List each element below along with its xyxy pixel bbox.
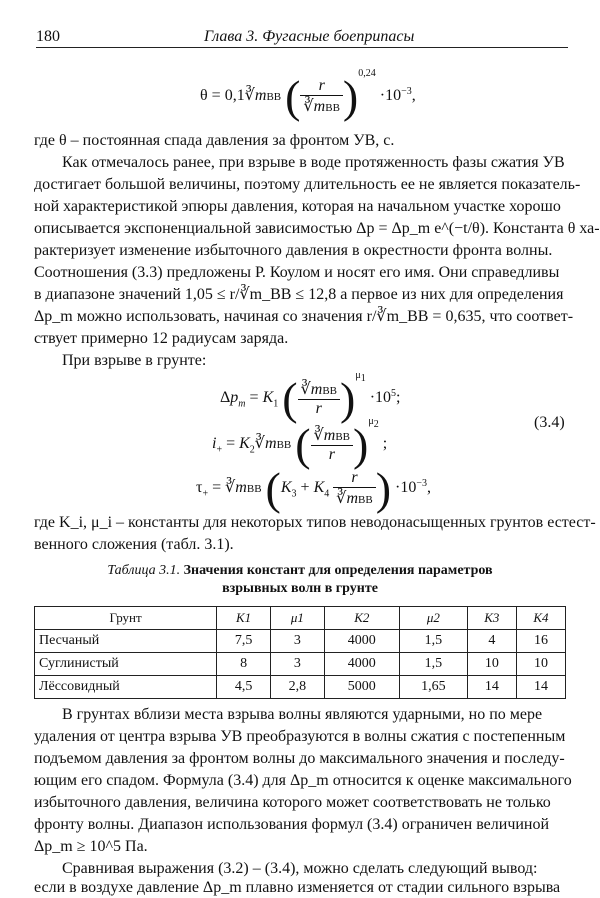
table-header: K3 xyxy=(467,607,516,630)
table-cell: 14 xyxy=(467,676,516,699)
table-cell: 8 xyxy=(217,653,271,676)
table-row xyxy=(35,653,566,676)
table-cell: 1,5 xyxy=(399,653,467,676)
table-row xyxy=(35,630,566,653)
table-header: K4 xyxy=(516,607,565,630)
equation-number: (3.4) xyxy=(534,414,565,431)
header-rule xyxy=(36,47,568,48)
table-cell: 2,8 xyxy=(270,676,324,699)
paragraph-line: избыточного давления, величина которого может соответствовать не только xyxy=(34,794,551,811)
table-cell: Лёссовидный xyxy=(35,676,217,699)
table-header: K1 xyxy=(217,607,271,630)
table-header: Грунт xyxy=(35,607,217,630)
paragraph-line: в диапазоне значений 1,05 ≤ r/∛m_ВВ ≤ 12,8 а первое из них для определения xyxy=(34,286,564,303)
formula-theta: θ = 0,1∛mВВ ( r ∛mВВ )$^{0,24} \cdot 10^{-3}$, xyxy=(200,67,416,122)
table-caption-title-2: взрывных волн в грунте xyxy=(222,581,378,596)
paragraph-line: венного сложения (табл. 3.1). xyxy=(34,536,234,553)
paragraph-line: фронту волны. Диапазон использования формул (3.4) ограничен величиной xyxy=(34,816,550,833)
constants-table xyxy=(34,606,566,699)
table-row xyxy=(35,676,566,699)
formula-dp: $\Delta p_m = K_1$ ( ∛mВВ r )$^{\mu_1} \cdot 10^5$; xyxy=(220,369,401,424)
paragraph-line: где K_i, μ_i – константы для некоторых типов неводонасыщенных грунтов естест- xyxy=(34,514,596,531)
table-cell: 16 xyxy=(516,630,565,653)
paragraph-line: Δp_m можно использовать, начиная со значения r/∛m_ВВ = 0,635, что соответ- xyxy=(34,308,574,325)
table-cell: 10 xyxy=(467,653,516,676)
table-caption-2 xyxy=(0,580,600,598)
table-cell: 3 xyxy=(270,653,324,676)
paragraph-line: ствует примерно 12 радиусам заряда. xyxy=(34,330,289,347)
paragraph-line: где θ – постоянная спада давления за фронтом УВ, с. xyxy=(34,132,395,149)
table-cell: 1,65 xyxy=(399,676,467,699)
paragraph-line: если в воздухе давление Δp_m плавно изменяется от стадии сильного взрыва xyxy=(34,879,561,896)
paragraph-line: Δp_m ≥ 10^5 Па. xyxy=(34,838,148,855)
table-caption-title: Значения констант для определения параметров xyxy=(183,563,493,578)
table-cell: Песчаный xyxy=(35,630,217,653)
table-cell: Суглинистый xyxy=(35,653,217,676)
table-cell: 4,5 xyxy=(217,676,271,699)
paragraph-line: ной характеристикой эпюры давления, которая на начальном участке хорошо xyxy=(34,198,561,215)
table-header: μ2 xyxy=(399,607,467,630)
paragraph-line: Сравнивая выражения (3.2) – (3.4), можно сделать следующий вывод: xyxy=(62,860,538,877)
paragraph-line: Как отмечалось ранее, при взрыве в воде протяженность фазы сжатия УВ xyxy=(62,154,565,171)
table-cell: 10 xyxy=(516,653,565,676)
table-cell: 3 xyxy=(270,630,324,653)
running-header xyxy=(36,26,568,48)
paragraph-line: подъемом давления за фронтом волны до максимального значения и последу- xyxy=(34,750,565,767)
chapter-title: Глава 3. Фугасные боеприпасы xyxy=(204,28,415,45)
paragraph-line: рактеризует изменение избыточного давления в окрестности фронта волны. xyxy=(34,242,553,259)
formula-i-plus: $i_+$ = $K_2∛mВВ$ ( ∛mВВ r )$^{\mu_2}$ ; xyxy=(212,415,388,470)
table-cell: 4000 xyxy=(324,630,399,653)
table-cell: 14 xyxy=(516,676,565,699)
table-cell: 4 xyxy=(467,630,516,653)
paragraph-line: удаления от центра взрыва УВ преобразуются в волны сжатия с постепенным xyxy=(34,728,566,745)
paragraph-line: При взрыве в грунте: xyxy=(62,352,207,369)
table-cell: 4000 xyxy=(324,653,399,676)
paragraph-line: достигает большой величины, поэтому длительность ее не является показатель- xyxy=(34,176,581,193)
page-number: 180 xyxy=(36,28,60,45)
table-cell: 7,5 xyxy=(217,630,271,653)
paragraph-line: В грунтах вблизи места взрыва волны являются ударными, но по мере xyxy=(62,706,543,723)
table-caption-label: Таблица 3.1. xyxy=(107,563,181,578)
table-caption xyxy=(0,562,600,580)
paragraph-line: ющим его спадом. Формула (3.4) для Δp_m относится к оценке максимального xyxy=(34,772,572,789)
paragraph-line: Соотношения (3.3) предложены Р. Коулом и носят его имя. Они справедливы xyxy=(34,264,560,281)
paragraph-line: описывается экспоненциальной зависимостью Δp = Δp_m e^(−t/θ). Константа θ ха- xyxy=(34,220,600,237)
table-header: μ1 xyxy=(270,607,324,630)
table-cell: 1,5 xyxy=(399,630,467,653)
table-cell: 5000 xyxy=(324,676,399,699)
formula-tau-plus: $\tau_+$ = ∛mВВ ($K_3 + K_4$ r ∛mВВ ) $\cdot 10^{-3}$, xyxy=(196,463,431,514)
table-header-row xyxy=(35,607,566,630)
table-header: K2 xyxy=(324,607,399,630)
